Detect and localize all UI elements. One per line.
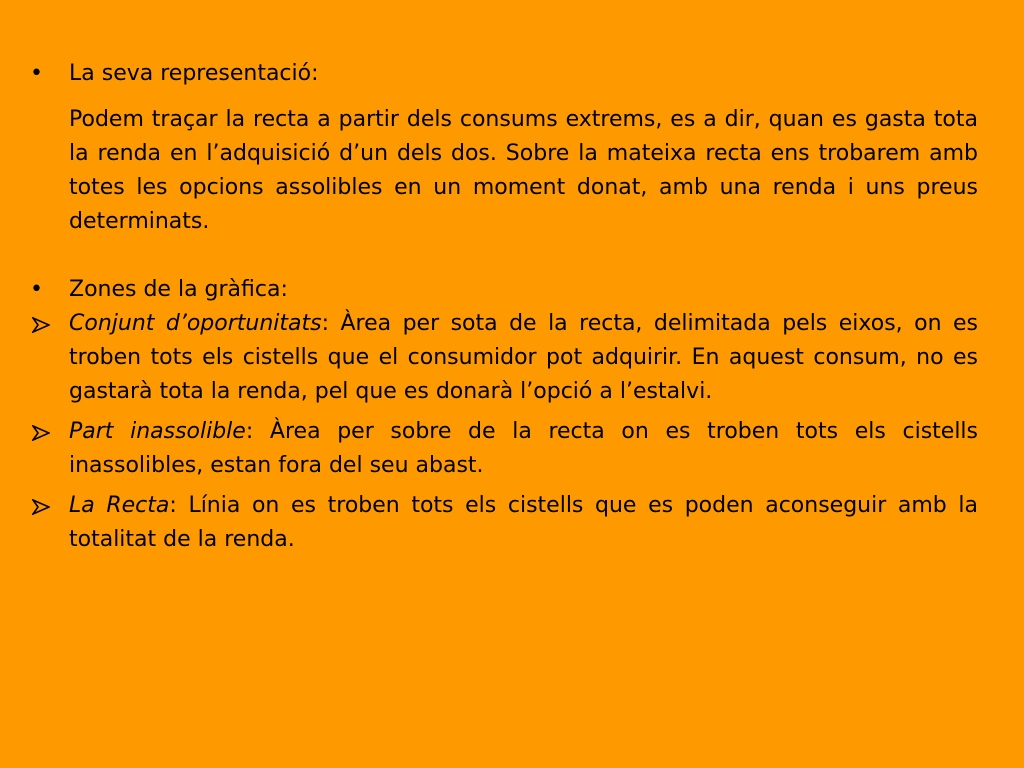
term-label: Conjunt d’oportunitats — [69, 311, 322, 336]
term-separator: : — [169, 493, 189, 518]
arrow-item-la-recta — [30, 489, 978, 557]
term-label: La Recta — [69, 493, 170, 518]
term-separator: : — [321, 311, 341, 336]
section-heading: La seva representació: — [69, 61, 319, 86]
term-description: Àrea per sota de la recta, delimitada pels eixos, on es troben tots els cistells que el consumidor pot adquirir. En aquest consum, no es gastarà tota la renda, pel que es donarà l’opció a l’estalvi. — [69, 311, 978, 404]
bullet-icon: • — [30, 61, 43, 86]
arrow-item-part-inassolible — [30, 415, 978, 483]
representacio-paragraph: Podem traçar la recta a partir dels consums extrems, es a dir, quan es gasta tota la renda en l’adquisició d’un dels dos. Sobre la mateixa recta ens trobarem amb totes les opcions assolibles en un moment donat, amb una renda i uns preus determinats. — [69, 107, 978, 234]
arrow-item-conjunt — [30, 307, 978, 409]
bullet-item-zones — [30, 273, 978, 307]
bullet-item-representacio — [30, 57, 978, 91]
term-description: Àrea per sobre de la recta on es troben tots els cistells inassolibles, estan fora del seu abast. — [69, 419, 978, 478]
bullet-icon: • — [30, 277, 43, 302]
spacer — [30, 239, 978, 273]
slide-content — [30, 57, 978, 557]
term-description: Línia on es troben tots els cistells que es poden aconseguir amb la totalitat de la renda. — [69, 493, 978, 552]
section-heading: Zones de la gràfica: — [69, 277, 288, 302]
term-separator: : — [245, 419, 270, 444]
term-label: Part inassolible — [69, 419, 246, 444]
